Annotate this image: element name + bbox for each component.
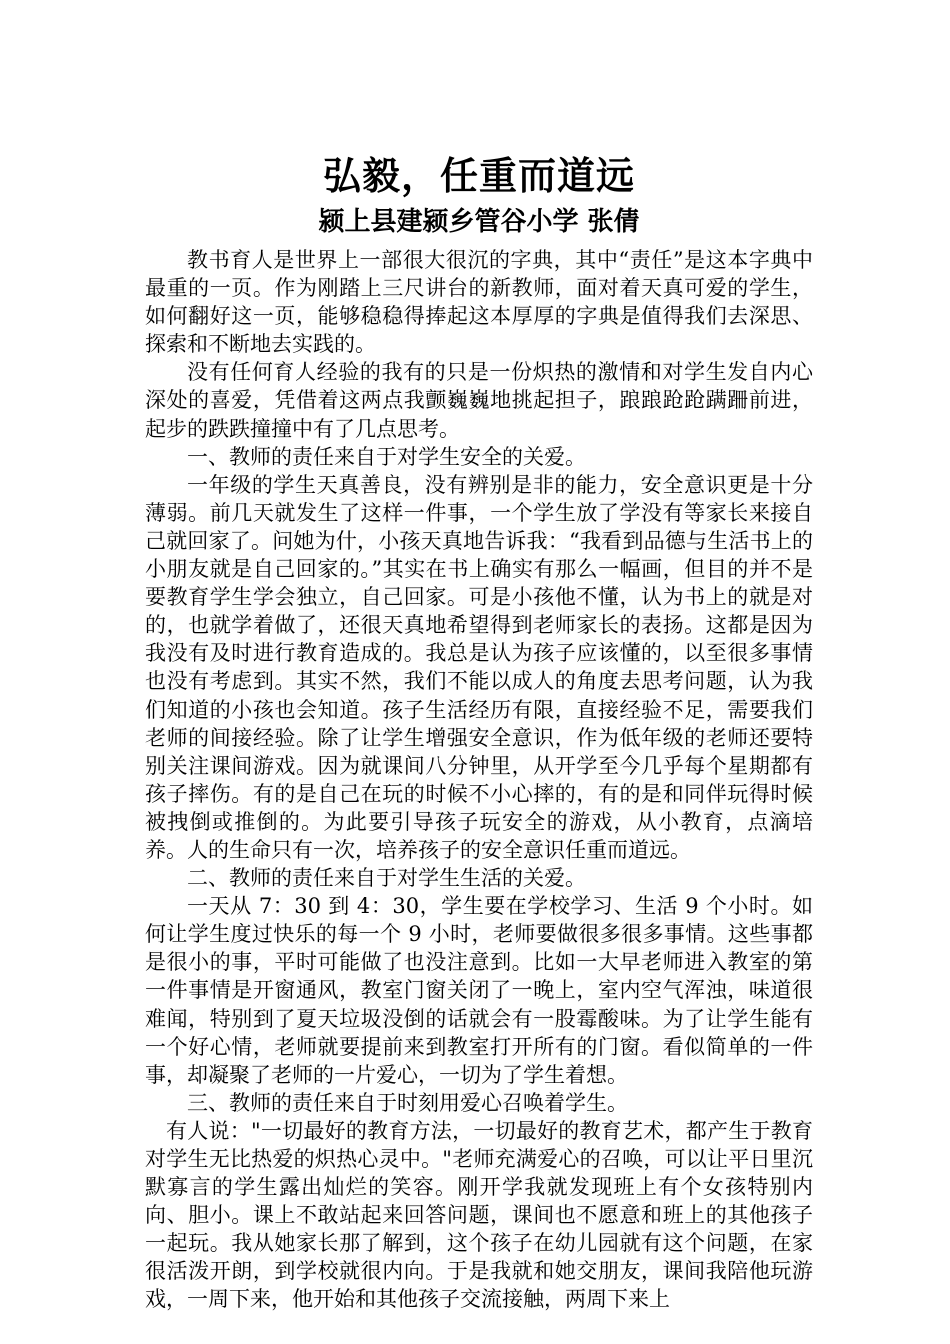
- document-title: 弘毅，任重而道远: [322, 153, 635, 198]
- document-page: [145, 150, 813, 1314]
- paragraph: 一年级的学生天真善良，没有辨别是非的能力，安全意识更是十分薄弱。前几天就发生了这样一件事，一个学生放了学没有等家长来接自己就回家了。问她为什，小孩天真地告诉我：“我看到品德与生活书上的小朋友就是自己回家的。”其实在书上确实有那么一幅画，但目的并不是要教育学生学会独立，自己回家。可是小孩他不懂，认为书上的就是对的，也就学着做了，还很天真地希望得到老师家长的表扬。这都是因为我没有及时进行教育造成的。我总是认为孩子应该懂的，以至很多事情也没有考虑到。其实不然，我们不能以成人的角度去思考问题，认为我们知道的小孩也会知道。孩子生活经历有限，直接经验不足，需要我们老师的间接经验。除了让学生增强安全意识，作为低年级的老师还要特别关注课间游戏。因为就课间八分钟里，从开学至今几乎每个星期都有孩子摔伤。有的是自己在玩的时候不小心摔的，有的是和同伴玩得时候被拽倒或推倒的。为此要引导孩子玩安全的游戏，从小教育，点滴培养。人的生命只有一次，培养孩子的安全意识任重而道远。: [145, 472, 813, 862]
- section-heading: 三、教师的责任来自于时刻用爱心召唤着学生。: [187, 1090, 628, 1115]
- paragraph: 有人说："一切最好的教育方法，一切最好的教育艺术，都产生于教育对学生无比热爱的炽热心灵中。"老师充满爱心的召唤，可以让平日里沉默寡言的学生露出灿烂的笑容。刚开学我就发现班上有个女孩特别内向、胆小。课上不敢站起来回答问题，课间也不愿意和班上的其他孩子一起玩。我从她家长那了解到，这个孩子在幼儿园就有这个问题，在家很活泼开朗，到学校就很内向。于是我就和她交朋友，课间我陪他玩游戏，一周下来，他开始和其他孩子交流接触，两周下来上: [145, 1118, 813, 1312]
- document-subtitle: 颍上县建颍乡管谷小学 张倩: [318, 207, 640, 237]
- section-heading: 二、教师的责任来自于对学生生活的关爱。: [187, 866, 586, 891]
- paragraph: 没有任何育人经验的我有的只是一份炽热的激情和对学生发自内心深处的喜爱，凭借着这两点我颤巍巍地挑起担子，踉踉跄跄蹒跚前进，起步的跌跌撞撞中有了几点思考。: [145, 360, 813, 441]
- section-heading: 一、教师的责任来自于对学生安全的关爱。: [187, 444, 586, 469]
- paragraph: 教书育人是世界上一部很大很沉的字典，其中“责任”是这本字典中最重的一页。作为刚踏上三尺讲台的新教师，面对着天真可爱的学生，如何翻好这一页，能够稳稳得捧起这本厚厚的字典是值得我们去深思、探索和不断地去实践的。: [145, 248, 813, 357]
- paragraph: 一天从 7：30 到 4：30，学生要在学校学习、生活 9 个小时。如何让学生度过快乐的每一个 9 小时，老师要做很多很多事情。这些事都是很小的事，平时可能做了也没注意到。比如一大早老师进入教室的第一件事情是开窗通风，教室门窗关闭了一晚上，室内空气浑浊，味道很难闻，特别到了夏天垃圾没倒的话就会有一股霉酸味。为了让学生能有一个好心情，老师就要提前来到教室打开所有的门窗。看似简单的一件事，却凝聚了老师的一片爱心，一切为了学生着想。: [145, 894, 813, 1087]
